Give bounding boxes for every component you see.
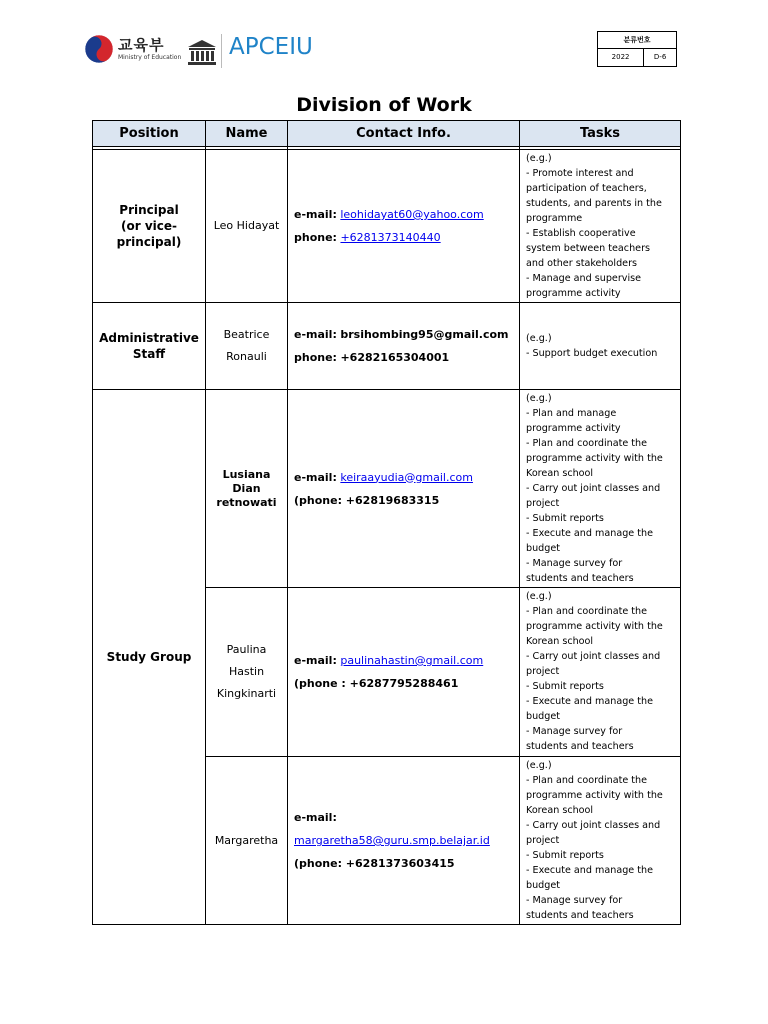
name-text: retnowati [216,495,277,509]
task-line: (e.g.) [526,333,552,344]
email-link[interactable]: leohidayat60@yahoo.com [340,208,484,221]
phone-label: phone: [294,231,337,244]
tasks-cell [520,757,681,925]
task-line: - Execute and manage the [526,528,653,539]
phone-link[interactable]: +6281373140440 [340,231,441,244]
task-line: - Manage survey for [526,895,623,906]
ministry-name-english: Ministry of Education [118,53,182,61]
phone-text: (phone: +62819683315 [294,493,440,507]
task-line: (e.g.) [526,591,552,602]
position-cell [93,390,206,925]
task-line: budget [526,711,561,722]
taegeuk-icon [84,34,114,64]
email-link[interactable]: paulinahastin@gmail.com [340,654,484,667]
position-cell [93,303,206,390]
email-label: e-mail: [294,811,337,824]
phone-text: (phone: +6281373603415 [294,857,455,870]
task-line: - Establish cooperative [526,228,636,239]
contact-cell [288,588,520,757]
task-line: - Promote interest and [526,168,634,179]
tasks-cell [520,150,681,303]
task-line: participation of teachers, [526,183,647,194]
email-link[interactable]: margaretha58@guru.smp.belajar.id [294,834,490,847]
phone-text: (phone : +6287795288461 [294,677,459,690]
phone-text: +6282165304001 [340,351,450,364]
task-line: (e.g.) [526,760,552,771]
email-text: brsihombing95@gmail.com [340,328,509,341]
unesco-temple-icon [186,38,218,66]
header-tasks: Tasks [520,121,681,147]
task-line: students and teachers [526,573,634,584]
task-line: Korean school [526,468,594,479]
position-text: principal) [116,235,182,249]
email-label: e-mail: [294,654,337,667]
task-line: - Submit reports [526,513,604,524]
task-line: budget [526,880,561,891]
task-line: programme activity with the [526,790,663,801]
task-line: (e.g.) [526,393,552,404]
task-line: - Submit reports [526,681,604,692]
task-line: programme activity with the [526,621,663,632]
position-text: (or vice- [121,219,177,233]
name-text: Paulina [226,643,267,656]
page-title: Division of Work [296,94,472,116]
email-label: e-mail: [294,470,337,484]
tasks-cell [520,588,681,757]
task-line: students and teachers [526,741,634,752]
task-line: - Carry out joint classes and [526,651,661,662]
classification-year: 2022 [598,48,644,66]
name-text: Lusiana [222,467,271,481]
contact-cell [288,150,520,303]
task-line: programme [526,213,583,224]
table-row [93,303,681,390]
tasks-cell [520,303,681,390]
task-line: - Plan and coordinate the [526,606,648,617]
contact-cell [288,390,520,588]
task-line: - Manage and supervise [526,273,642,284]
header-name: Name [206,121,288,147]
ministry-name-korean: 교육부 [118,35,165,54]
task-line: programme activity [526,423,621,434]
task-line: and other stakeholders [526,258,638,269]
table-row [93,150,681,303]
task-line: project [526,666,560,677]
task-line: Korean school [526,636,594,647]
ministry-of-education-logo [84,34,181,64]
email-label: e-mail: [294,208,337,221]
apceiu-logo: APCEIU [229,34,313,60]
email-label: e-mail: [294,328,337,341]
contact-cell [288,757,520,925]
task-line: - Carry out joint classes and [526,820,661,831]
header-contact: Contact Info. [288,121,520,147]
classification-code: D-6 [644,48,677,66]
email-link[interactable]: keiraayudia@gmail.com [340,470,473,484]
position-cell [93,150,206,303]
name-text: Hastin [228,665,265,678]
name-text: Margaretha [214,833,279,847]
logo-divider [221,34,222,68]
name-text: Dian [232,481,261,495]
header-position: Position [93,121,206,147]
name-text: Kingkinarti [216,687,277,700]
table-header-row [93,121,681,147]
name-cell [206,757,288,925]
task-line: - Execute and manage the [526,696,653,707]
name-cell [206,588,288,757]
name-text: Beatrice [223,328,270,341]
task-line: - Manage survey for [526,558,623,569]
position-text: Principal [119,203,179,217]
phone-label: phone: [294,351,337,364]
task-line: project [526,835,560,846]
task-line: programme activity with the [526,453,663,464]
position-text: Study Group [106,650,192,664]
task-line: students, and parents in the [526,198,662,209]
task-line: programme activity [526,288,621,299]
table-row [93,390,681,588]
classification-label: 분류번호 [598,32,677,49]
task-line: - Submit reports [526,850,604,861]
contact-cell [288,303,520,390]
name-cell [206,390,288,588]
division-of-work-table [92,120,681,925]
task-line: students and teachers [526,910,634,921]
task-line: - Support budget execution [526,348,658,359]
task-line: - Plan and coordinate the [526,775,648,786]
task-line: - Manage survey for [526,726,623,737]
task-line: - Execute and manage the [526,865,653,876]
position-text: Administrative [99,331,199,345]
task-line: Korean school [526,805,594,816]
name-text: Ronauli [226,350,267,363]
task-line: (e.g.) [526,153,552,164]
task-line: - Plan and coordinate the [526,438,648,449]
task-line: project [526,498,560,509]
name-text: Leo Hidayat [213,219,280,232]
position-text: Staff [132,347,166,361]
task-line: budget [526,543,561,554]
tasks-cell [520,390,681,588]
task-line: - Carry out joint classes and [526,483,661,494]
task-line: system between teachers [526,243,651,254]
name-cell [206,150,288,303]
classification-box [597,31,677,67]
task-line: - Plan and manage [526,408,617,419]
name-cell [206,303,288,390]
